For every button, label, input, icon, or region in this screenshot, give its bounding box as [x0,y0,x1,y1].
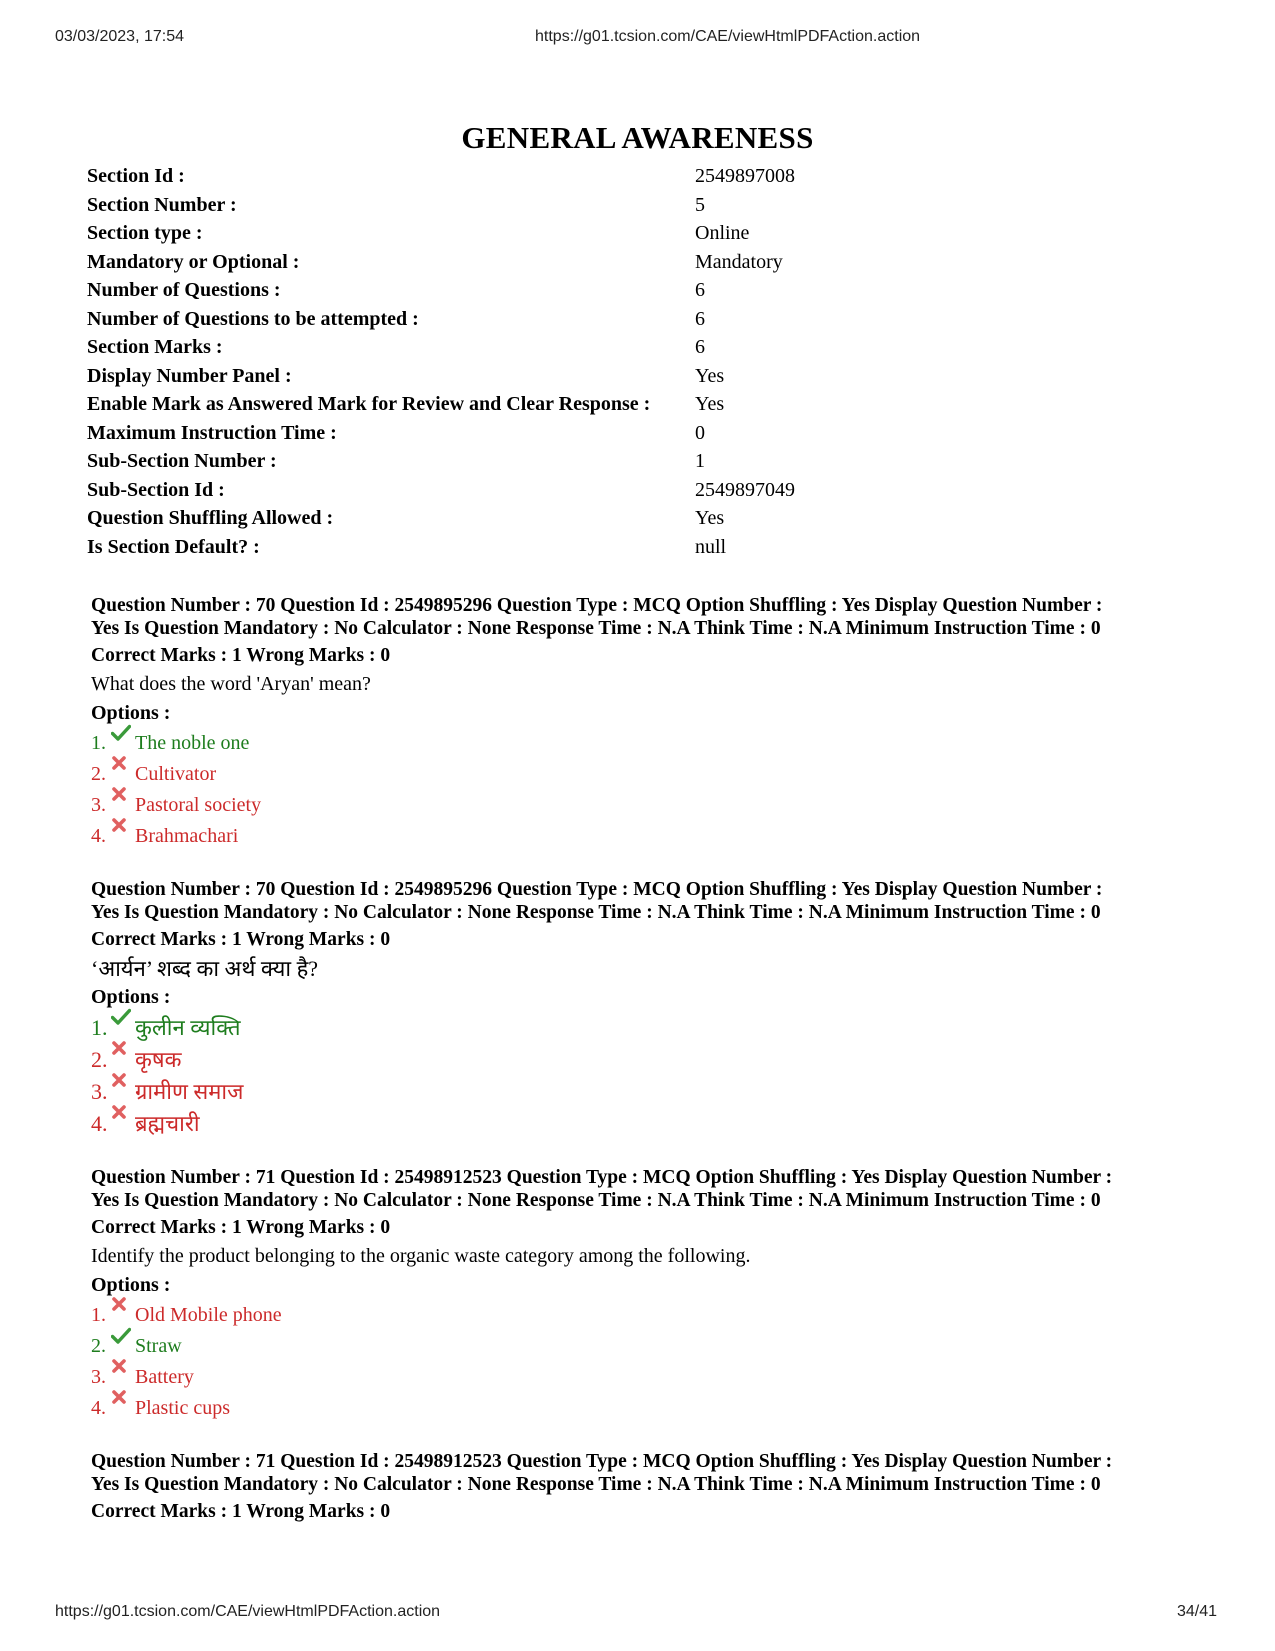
option-item [91,1044,1201,1076]
detail-label: Number of Questions to be attempted : [87,307,419,330]
section-detail-row [87,248,1187,277]
cross-icon [111,755,135,771]
question-marks: Correct Marks : 1 Wrong Marks : 0 [91,1501,391,1522]
detail-value: 5 [695,193,705,216]
detail-label: Mandatory or Optional : [87,250,300,273]
option-item [91,1331,1201,1362]
question-text: What does the word 'Aryan' mean? [91,673,371,695]
question-meta-line-2: Yes Is Question Mandatory : No Calculator : None Response Time : N.A Think Time : N.A Minimum Instruction Time : 0 [91,618,1101,639]
detail-value: 1 [695,450,705,472]
option-number: 1. [91,1015,108,1040]
option-number: 3. [91,1079,108,1104]
option-item [91,1300,1201,1331]
question-meta-line-1: Question Number : 70 Question Id : 2549895296 Question Type : MCQ Option Shuffling : Yes Display Question Number : [91,879,1103,900]
detail-value: Yes [695,393,725,415]
print-datetime: 03/03/2023, 17:54 [55,28,185,45]
cross-icon [111,1072,135,1088]
option-number: 2. [91,763,106,785]
section-detail-row [87,533,1187,562]
header-url: https://g01.tcsion.com/CAE/viewHtmlPDFAction.action [535,28,921,45]
section-detail-row [87,191,1187,220]
cross-icon [111,1040,135,1056]
option-text: Brahmachari [135,825,239,847]
cross-icon [111,1104,135,1120]
option-number: 2. [91,1047,108,1072]
detail-value: Mandatory [695,250,783,273]
check-icon [111,1008,135,1026]
question-text: Identify the product belonging to the organic waste category among the following. [91,1245,751,1267]
detail-value: Yes [695,507,725,529]
question-meta-line-1: Question Number : 71 Question Id : 25498912523 Question Type : MCQ Option Shuffling : Yes Display Question Number : [91,1167,1113,1188]
check-icon [111,724,135,742]
option-text: Battery [135,1366,194,1388]
option-text: The noble one [135,732,250,754]
detail-label: Display Number Panel : [87,364,292,387]
option-item [91,790,1201,821]
options-label: Options : [91,702,171,724]
detail-value: 2549897049 [695,478,795,501]
option-item [91,1362,1201,1393]
section-detail-row [87,276,1187,305]
detail-value: 0 [695,421,705,444]
detail-label: Question Shuffling Allowed : [87,507,334,529]
detail-label: Section Id : [87,165,185,187]
question-meta-line-2: Yes Is Question Mandatory : No Calculator : None Response Time : N.A Think Time : N.A Minimum Instruction Time : 0 [91,1190,1101,1211]
question-meta-line-2: Yes Is Question Mandatory : No Calculator : None Response Time : N.A Think Time : N.A Minimum Instruction Time : 0 [91,902,1101,923]
option-text: Cultivator [135,763,217,785]
detail-label: Is Section Default? : [87,535,260,558]
section-detail-row [87,333,1187,362]
detail-label: Section type : [87,222,203,244]
section-detail-row [87,305,1187,334]
option-item [91,821,1201,852]
detail-value: 6 [695,279,705,301]
option-number: 4. [91,1397,106,1419]
option-item [91,728,1201,759]
question-meta-line-2: Yes Is Question Mandatory : No Calculator : None Response Time : N.A Think Time : N.A Minimum Instruction Time : 0 [91,1474,1101,1495]
option-item [91,1012,1201,1044]
detail-label: Sub-Section Number : [87,450,277,472]
section-detail-row [87,390,1187,419]
detail-label: Section Number : [87,193,237,216]
questions-list [91,594,1201,1552]
question-meta-line-1: Question Number : 71 Question Id : 25498912523 Question Type : MCQ Option Shuffling : Yes Display Question Number : [91,1451,1113,1472]
detail-value: 6 [695,336,705,358]
option-number: 2. [91,1335,106,1357]
question-block [91,1166,1201,1424]
question-text: ‘आर्यन’ शब्द का अर्थ क्या है? [91,956,319,981]
cross-icon [111,1296,135,1312]
question-marks: Correct Marks : 1 Wrong Marks : 0 [91,929,391,950]
option-number: 3. [91,1366,106,1388]
option-number: 1. [91,1304,106,1326]
option-text: Plastic cups [135,1397,230,1419]
question-marks: Correct Marks : 1 Wrong Marks : 0 [91,1217,391,1238]
detail-label: Enable Mark as Answered Mark for Review and Clear Response : [87,393,651,415]
section-detail-row [87,219,1187,248]
cross-icon [111,1389,135,1405]
section-detail-row [87,162,1187,191]
footer-url: https://g01.tcsion.com/CAE/viewHtmlPDFAction.action [55,1603,441,1620]
question-marks: Correct Marks : 1 Wrong Marks : 0 [91,645,391,666]
option-text: Old Mobile phone [135,1304,282,1326]
detail-label: Maximum Instruction Time : [87,421,337,444]
option-number: 3. [91,794,106,816]
option-item [91,1108,1201,1140]
cross-icon [111,786,135,802]
detail-label: Section Marks : [87,336,223,358]
check-icon [111,1327,135,1345]
section-title: GENERAL AWARENESS [461,120,814,155]
option-text: Pastoral society [135,794,262,816]
section-detail-row [87,476,1187,505]
option-number: 4. [91,1111,108,1136]
options-label: Options : [91,986,171,1008]
cross-icon [111,1358,135,1374]
question-block [91,594,1201,852]
option-text: कृषक [135,1047,182,1072]
option-number: 4. [91,825,106,847]
option-number: 1. [91,732,106,754]
option-text: ब्रह्मचारी [135,1111,200,1136]
section-detail-row [87,362,1187,391]
cross-icon [111,817,135,833]
question-block [91,878,1201,1140]
page-footer [0,1603,1275,1625]
options-label: Options : [91,1274,171,1296]
option-text: कुलीन व्यक्ति [135,1015,241,1040]
question-block [91,1450,1201,1526]
detail-value: Yes [695,364,725,387]
detail-value: 2549897008 [695,165,795,187]
detail-label: Number of Questions : [87,279,281,301]
section-detail-row [87,447,1187,476]
detail-value: 6 [695,307,705,330]
option-item [91,759,1201,790]
detail-value: null [695,535,727,558]
option-text: ग्रामीण समाज [135,1079,244,1104]
question-meta-line-1: Question Number : 70 Question Id : 2549895296 Question Type : MCQ Option Shuffling : Yes Display Question Number : [91,595,1103,616]
detail-value: Online [695,222,750,244]
option-text: Straw [135,1335,182,1357]
section-detail-row [87,504,1187,533]
detail-label: Sub-Section Id : [87,478,225,501]
page-number: 34/41 [1176,1603,1217,1620]
page-header [0,28,1275,50]
section-details-table [87,162,1187,561]
section-detail-row [87,419,1187,448]
option-item [91,1393,1201,1424]
option-item [91,1076,1201,1108]
